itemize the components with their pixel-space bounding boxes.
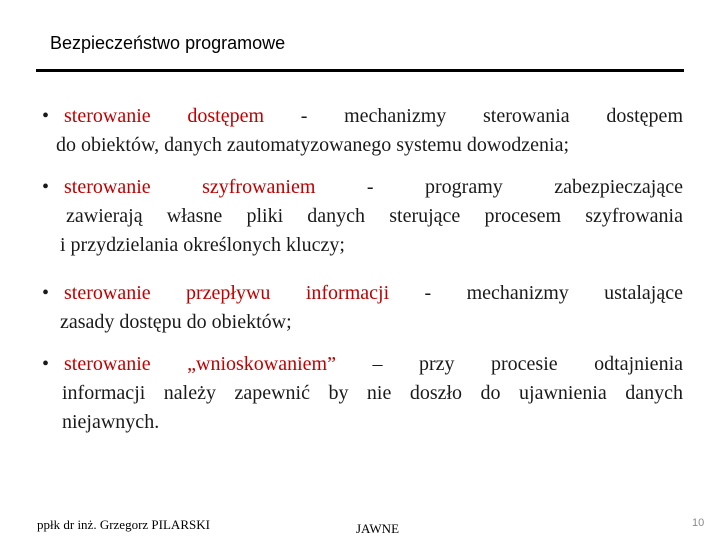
key-term: sterowanie szyfrowaniem bbox=[64, 176, 316, 198]
bullet-line bbox=[42, 279, 683, 308]
bullet-text: - programy zabezpieczające bbox=[315, 176, 683, 198]
bullet-text: - mechanizmy sterowania dostępem bbox=[264, 105, 683, 127]
bullet-item-inference-control bbox=[42, 350, 683, 437]
bullet-line: i przydzielania określonych kluczy; bbox=[60, 234, 345, 256]
bullet-item-information-flow-control bbox=[42, 279, 683, 337]
bullet-line bbox=[42, 173, 683, 202]
bullet-marker: • bbox=[42, 176, 50, 198]
footer-author: ppłk dr inż. Grzegorz PILARSKI bbox=[37, 517, 210, 532]
bullet-line: zawierają własne pliki danych sterujące procesem szyfrowania bbox=[66, 205, 683, 227]
bullet-line: informacji należy zapewnić by nie doszło do ujawnienia danych bbox=[62, 382, 683, 404]
bullet-text: – przy procesie odtajnienia bbox=[335, 353, 683, 375]
footer-classification: JAWNE bbox=[356, 521, 400, 536]
bullet-marker: • bbox=[42, 353, 50, 375]
bullet-line: niejawnych. bbox=[62, 411, 160, 433]
bullet-text: - mechanizmy ustalające bbox=[389, 282, 683, 304]
bullet-marker: • bbox=[42, 282, 50, 304]
bullet-line bbox=[42, 350, 683, 379]
bullet-line bbox=[42, 102, 683, 131]
key-term: sterowanie przepływu informacji bbox=[64, 282, 390, 304]
bullet-line: zasady dostępu do obiektów; bbox=[60, 311, 292, 333]
key-term: sterowanie dostępem bbox=[64, 105, 264, 127]
title-divider bbox=[36, 69, 684, 72]
key-term: sterowanie „wnioskowaniem” bbox=[64, 353, 336, 375]
bullet-item-access-control bbox=[42, 102, 683, 160]
page-number: 10 bbox=[692, 517, 705, 529]
bullet-line: do obiektów, danych zautomatyzowanego systemu dowodzenia; bbox=[56, 134, 570, 156]
bullet-item-encryption-control bbox=[42, 173, 683, 260]
bullet-marker: • bbox=[42, 105, 50, 127]
slide-title: Bezpieczeństwo programowe bbox=[50, 33, 286, 53]
